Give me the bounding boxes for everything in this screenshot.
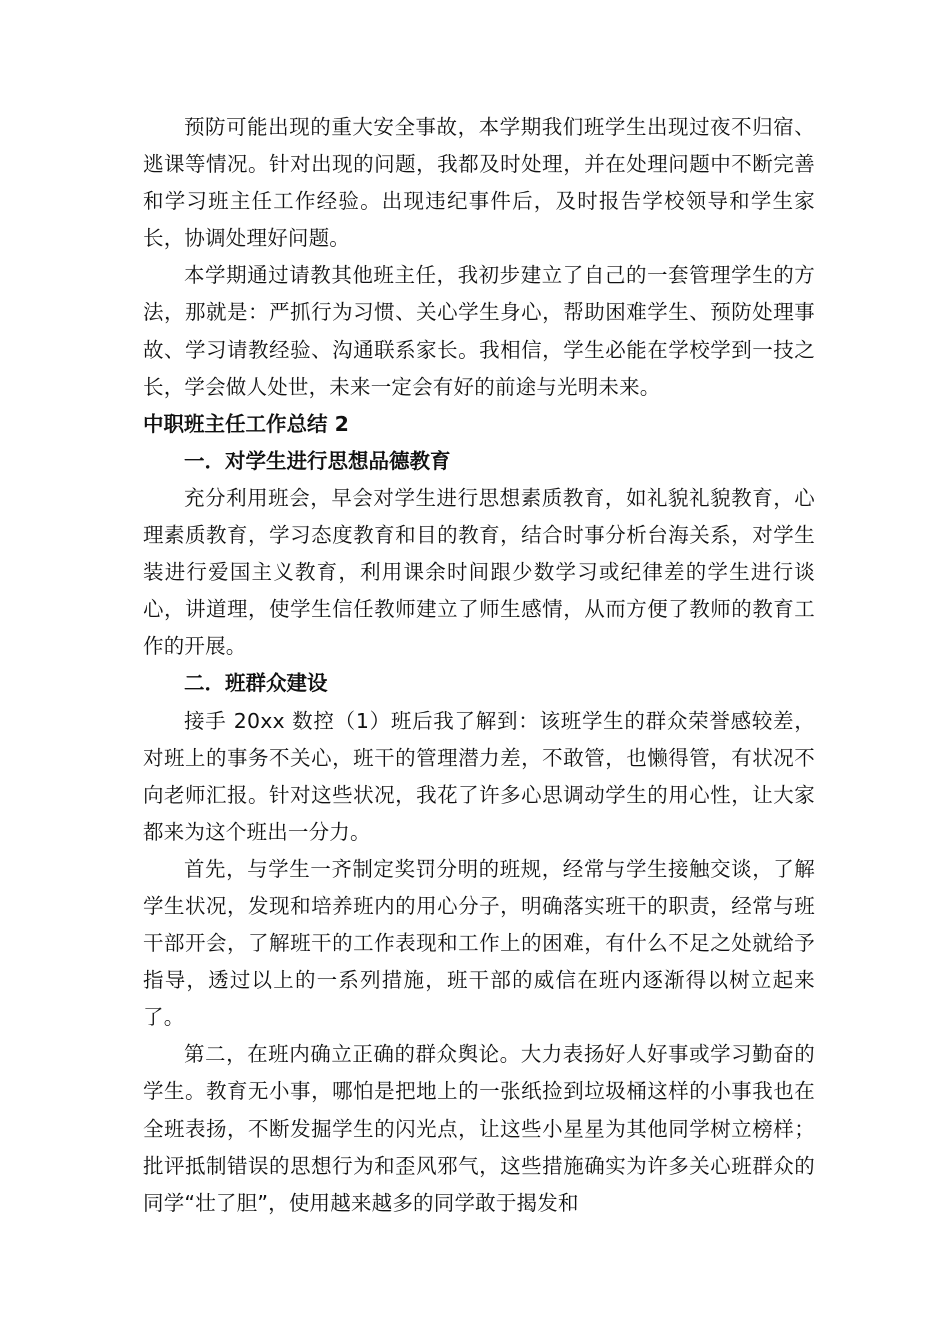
subheading: 二．班群众建设 (184, 671, 328, 696)
body-paragraph: 接手 20xx 数控（1）班后我了解到：该班学生的群众荣誉感较差，对班上的事务不关心，班干的管理潜力差，不敢管，也懒得管，有状况不向老师汇报。针对这些状况，我花了许多心思调动学生的用心性，让大家都来为这个班出一分力。 (143, 708, 815, 844)
section-title: 中职班主任工作总结 2 (143, 411, 349, 436)
body-paragraph: 首先，与学生一齐制定奖罚分明的班规，经常与学生接触交谈，了解学生状况，发现和培养班内的用心分子，明确落实班干的职责，经常与班干部开会，了解班干的工作表现和工作上的困难，有什么不足之处就给予指导，透过以上的一系列措施，班干部的威信在班内逐渐得以树立起来了。 (143, 856, 815, 1030)
document-page (143, 109, 815, 1222)
body-paragraph: 本学期通过请教其他班主任，我初步建立了自己的一套管理学生的方法，那就是：严抓行为习惯、关心学生身心，帮助困难学生、预防处理事故、学习请教经验、沟通联系家长。我相信，学生必能在学校学到一技之长，学会做人处世，未来一定会有好的前途与光明未来。 (143, 263, 815, 399)
body-paragraph: 预防可能出现的重大安全事故，本学期我们班学生出现过夜不归宿、逃课等情况。针对出现的问题，我都及时处理，并在处理问题中不断完善和学习班主任工作经验。出现违纪事件后，及时报告学校领导和学生家长，协调处理好问题。 (143, 115, 815, 251)
subheading: 一．对学生进行思想品德教育 (184, 448, 451, 473)
body-paragraph: 充分利用班会，早会对学生进行思想素质教育，如礼貌礼貌教育，心理素质教育，学习态度教育和目的教育，结合时事分析台海关系，对学生装进行爱国主义教育，利用课余时间跟少数学习或纪律差的学生进行谈心，讲道理，使学生信任教师建立了师生感情，从而方便了教师的教育工作的开展。 (143, 485, 815, 659)
body-paragraph: 第二，在班内确立正确的群众舆论。大力表扬好人好事或学习勤奋的学生。教育无小事，哪怕是把地上的一张纸捡到垃圾桶这样的小事我也在全班表扬，不断发掘学生的闪光点，让这些小星星为其他同学树立榜样；批评抵制错误的思想行为和歪风邪气，这些措施确实为许多关心班群众的同学“壮了胆”，使用越来越多的同学敢于揭发和 (143, 1042, 815, 1215)
